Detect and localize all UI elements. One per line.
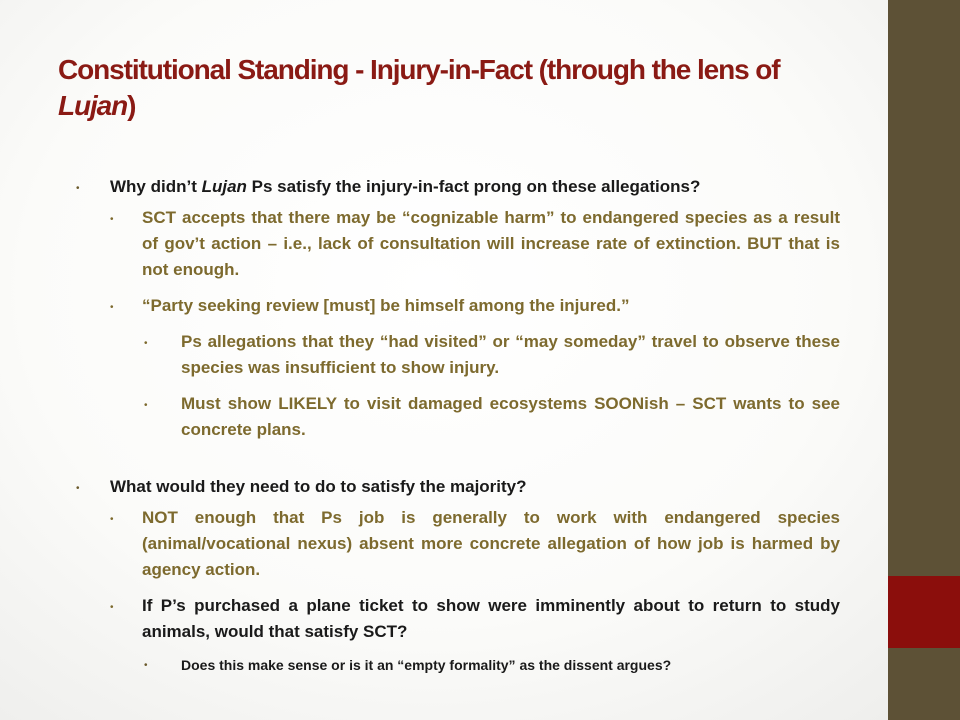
bullet-plane-ticket-text: If P’s purchased a plane ticket to show were imminently about to return to study animals, would that satisfy SCT? — [142, 596, 840, 641]
bullet-question-2: • What would they need to do to satisfy the majority? — [70, 474, 840, 500]
bullet-cognizable-harm: • SCT accepts that there may be “cognizable harm” to endangered species as a result of gov’t action – i.e., lack of consultation will increase rate of extinction. BUT that is not enough. — [70, 205, 840, 283]
bullet-question-1: • Why didn’t Lujan Ps satisfy the injury-in-fact prong on these allegations? — [70, 174, 840, 200]
bullet-empty-formality: • Does this make sense or is it an “empty formality” as the dissent argues? — [70, 655, 840, 675]
bullet-vocational-nexus: • NOT enough that Ps job is generally to work with endangered species (animal/vocational nexus) absent more concrete allegation of how job is harmed by agency action. — [70, 505, 840, 583]
slide-title: Constitutional Standing - Injury-in-Fact (through the lens of Lujan) — [58, 54, 780, 121]
bullet-plane-ticket — [70, 593, 840, 645]
bullet-party-seeking-review: • “Party seeking review [must] be himself among the injured.” — [70, 293, 840, 319]
title-case-name: Lujan — [58, 90, 128, 121]
sidebar-accent-block — [888, 576, 960, 648]
slide-body — [70, 174, 840, 675]
case-name-italic: Lujan — [201, 177, 247, 196]
bullet-likely-to-visit: • Must show LIKELY to visit damaged ecosystems SOONish – SCT wants to see concrete plans. — [70, 391, 840, 443]
bullet-visit-allegations: • Ps allegations that they “had visited” or “may someday” travel to observe these species was insufficient to show injury. — [70, 329, 840, 381]
